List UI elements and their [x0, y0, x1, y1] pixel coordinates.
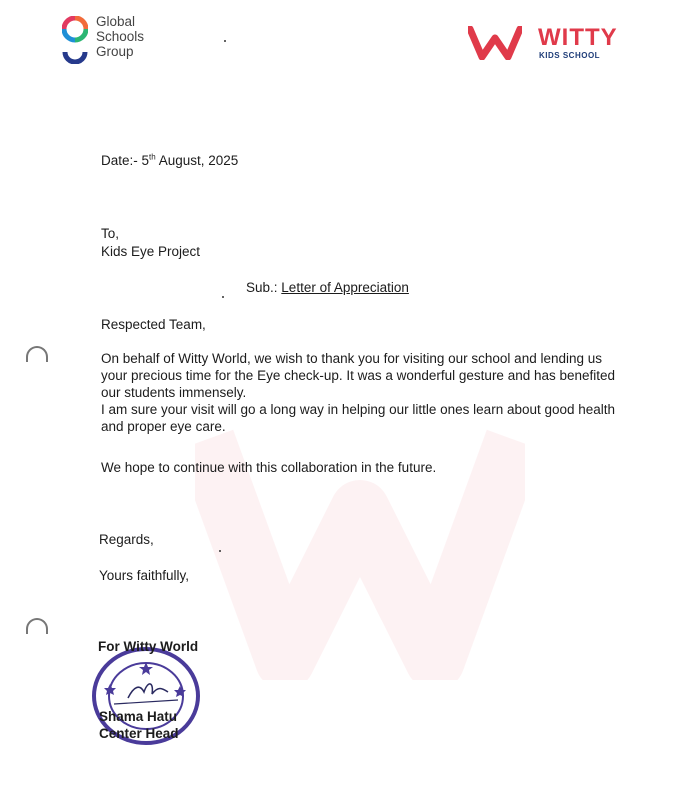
- punch-hole-mark: [26, 618, 48, 634]
- gsg-line-2: Schools: [96, 29, 145, 44]
- closing: Yours faithfully,: [99, 568, 190, 583]
- scan-dot: [219, 550, 221, 552]
- subject-text: Letter of Appreciation: [281, 280, 409, 295]
- paragraph-line: On behalf of Witty World, we wish to thank you for visiting our school and lending us: [101, 351, 603, 366]
- signatory-name: Shama Hatu: [99, 709, 178, 724]
- scan-dot: [224, 40, 226, 42]
- gsg-logo-icon: [62, 16, 88, 64]
- paragraph-line: and proper eye care.: [101, 419, 226, 434]
- gsg-line-1: Global: [96, 14, 136, 29]
- paragraph-line: I am sure your visit will go a long way in helping our little ones learn about good health: [101, 402, 616, 417]
- witty-w-icon: [468, 26, 522, 60]
- punch-hole-mark: [26, 346, 48, 362]
- regards: Regards,: [99, 532, 154, 547]
- subject-line: [246, 279, 409, 296]
- subject-label: Sub.:: [246, 280, 278, 295]
- scan-dot: [222, 296, 224, 298]
- witty-wordmark: WITTY: [538, 24, 618, 51]
- letter-date: Date:- 5th August, 2025: [101, 152, 239, 168]
- recipient-name: Kids Eye Project: [101, 244, 201, 259]
- paragraph-closing: We hope to continue with this collaboration in the future.: [101, 460, 437, 475]
- paragraph-line: your precious time for the Eye check-up. It was a wonderful gesture and has benefited: [101, 368, 616, 383]
- salutation: Respected Team,: [101, 317, 206, 332]
- gsg-logo-text: [96, 14, 144, 59]
- witty-kids-school-logo: [468, 24, 628, 64]
- to-line: To,: [101, 226, 120, 241]
- witty-subtitle: KIDS SCHOOL: [539, 51, 601, 60]
- paragraph-line: our students immensely.: [101, 385, 247, 400]
- gsg-line-3: Group: [96, 44, 134, 59]
- global-schools-group-logo: [62, 14, 192, 66]
- paragraph-1: [101, 350, 615, 435]
- organization-name: For Witty World: [98, 639, 199, 654]
- signatory-title: Center Head: [99, 726, 179, 741]
